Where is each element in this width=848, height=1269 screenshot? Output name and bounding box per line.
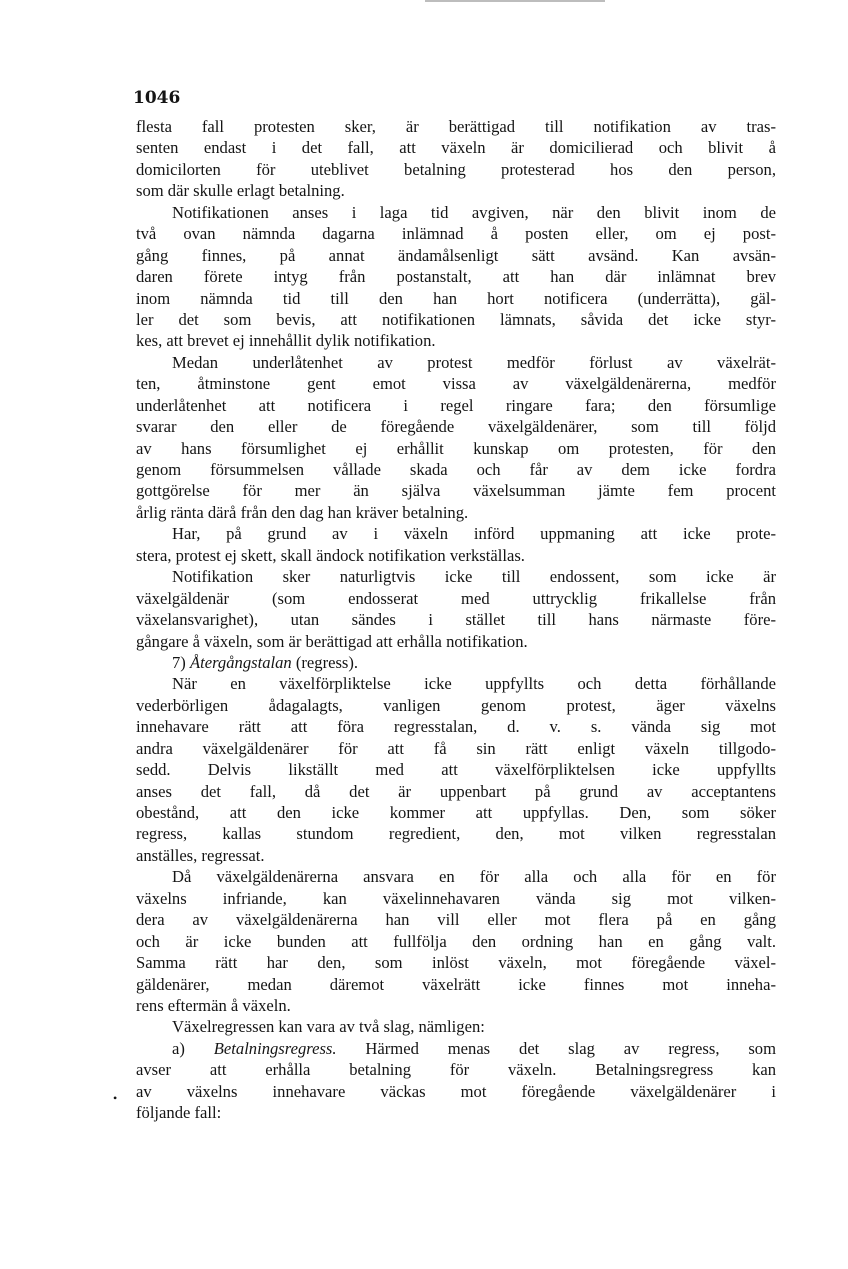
text-line: gång finnes, på annat ändamålsenligt sätt avsänd. Kan avsän- bbox=[136, 245, 776, 265]
text-line: avser att erhålla betalning för växeln. Betalningsregress kan bbox=[136, 1060, 776, 1080]
text-line: senten endast i det fall, att växeln är domicilierad och blivit å bbox=[136, 138, 776, 158]
text-line: kes, att brevet ej innehållit dylik notifikation. bbox=[136, 331, 436, 351]
text-line: svarar den eller de föregående växelgäldenärer, som till följd bbox=[136, 417, 776, 437]
text-line-prefix: a) bbox=[172, 1038, 214, 1058]
text-line bbox=[136, 1038, 776, 1059]
text-line: Medan underlåtenhet av protest medför förlust av växelrät- bbox=[172, 352, 776, 372]
text-line: Notifikation sker naturligtvis icke till endossent, som icke är bbox=[172, 567, 776, 587]
text-line: inom nämnda tid till den han hort notificera (underrätta), gäl- bbox=[136, 288, 776, 308]
text-line: ler det som bevis, att notifikationen lämnats, såvida det icke styr- bbox=[136, 309, 776, 329]
top-rule bbox=[425, 0, 605, 2]
text-line: rens eftermän å växeln. bbox=[136, 995, 291, 1015]
text-line: anses det fall, då det är uppenbart på grund av acceptantens bbox=[136, 781, 776, 801]
text-line: anställes, regressat. bbox=[136, 845, 265, 865]
text-line: andra växelgäldenärer för att få sin rätt enligt växeln tillgodo- bbox=[136, 738, 776, 758]
text-line: Växelregressen kan vara av två slag, nämligen: bbox=[172, 1017, 485, 1037]
page-number: 1046 bbox=[133, 88, 181, 108]
text-line: Samma rätt har den, som inlöst växeln, mot föregående växel- bbox=[136, 953, 776, 973]
text-line: växelansvarighet), utan sändes i stället till hans närmaste före- bbox=[136, 610, 776, 630]
text-line: domicilorten för uteblivet betalning protesterad hos den person, bbox=[136, 159, 776, 179]
text-line-suffix: Härmed menas det slag av regress, som bbox=[336, 1038, 777, 1058]
text-line: växelns infriande, kan växelinnehavaren vända sig mot vilken- bbox=[136, 888, 776, 908]
text-line: av hans försumlighet ej erhållit kunskap om protesten, för den bbox=[136, 438, 776, 458]
text-line: två ovan nämnda dagarna inlämnad å posten eller, om ej post- bbox=[136, 224, 776, 244]
text-line: Notifikationen anses i laga tid avgiven, när den blivit inom de bbox=[172, 202, 776, 222]
text-line: genom försummelsen vållade skada och får av dem icke fordra bbox=[136, 460, 776, 479]
text-line: Har, på grund av i växeln införd uppmaning att icke prote- bbox=[172, 524, 776, 544]
text-line: årlig ränta därå från den dag han kräver betalning. bbox=[136, 502, 469, 522]
body-text bbox=[136, 116, 776, 1124]
text-line: av växelns innehavare väckas mot föregående växelgäldenärer i bbox=[136, 1081, 776, 1101]
text-line: underlåtenhet att notificera i regel ringare fara; den försumlige bbox=[136, 395, 776, 415]
text-line: vederbörligen ådagalagts, vanligen genom protest, äger växelns bbox=[136, 695, 776, 715]
text-line: gottgörelse för mer än själva växelsumman jämte fem procent bbox=[136, 481, 776, 501]
text-line: obestånd, att den icke kommer att uppfyllas. Den, som söker bbox=[136, 803, 776, 822]
text-line: gångare å växeln, som är berättigad att erhålla notifikation. bbox=[136, 631, 528, 651]
text-line: innehavare rätt att föra regresstalan, d. v. s. vända sig mot bbox=[136, 717, 776, 737]
text-line bbox=[136, 652, 776, 673]
text-line: ten, åtminstone gent emot vissa av växelgäldenärerna, medför bbox=[136, 374, 776, 394]
text-line: och är icke bunden att fullfölja den ordning han en gång valt. bbox=[136, 931, 776, 951]
text-line: som där skulle erlagt betalning. bbox=[136, 181, 345, 201]
text-line: När en växelförpliktelse icke uppfyllts och detta förhållande bbox=[172, 674, 776, 694]
text-line: flesta fall protesten sker, är berättigad till notifikation av tras- bbox=[136, 117, 776, 136]
text-line-prefix: 7) bbox=[172, 652, 190, 672]
text-line: sedd. Delvis likställt med att växelförpliktelsen icke uppfyllts bbox=[136, 760, 776, 780]
text-line: växelgäldenär (som endosserat med uttrycklig frikallelse från bbox=[136, 588, 776, 608]
text-line: stera, protest ej skett, skall ändock notifikation verkställas. bbox=[136, 545, 525, 565]
text-line: daren förete intyg från postanstalt, att han där inlämnat brev bbox=[136, 267, 776, 287]
text-line: Då växelgäldenärerna ansvara en för alla och alla för en för bbox=[172, 867, 776, 887]
text-line-suffix: (regress). bbox=[291, 652, 359, 672]
italic-heading: Betalningsregress. bbox=[213, 1038, 337, 1058]
text-line: gäldenärer, medan däremot växelrätt icke finnes mot inneha- bbox=[136, 974, 776, 994]
italic-heading: Återgångstalan bbox=[189, 652, 292, 672]
text-line: regress, kallas stundom regredient, den, mot vilken regresstalan bbox=[136, 824, 776, 844]
text-line: följande fall: bbox=[136, 1103, 222, 1123]
margin-bullet: • bbox=[113, 1091, 118, 1105]
text-line: dera av växelgäldenärerna han vill eller mot flera på en gång bbox=[136, 910, 776, 930]
